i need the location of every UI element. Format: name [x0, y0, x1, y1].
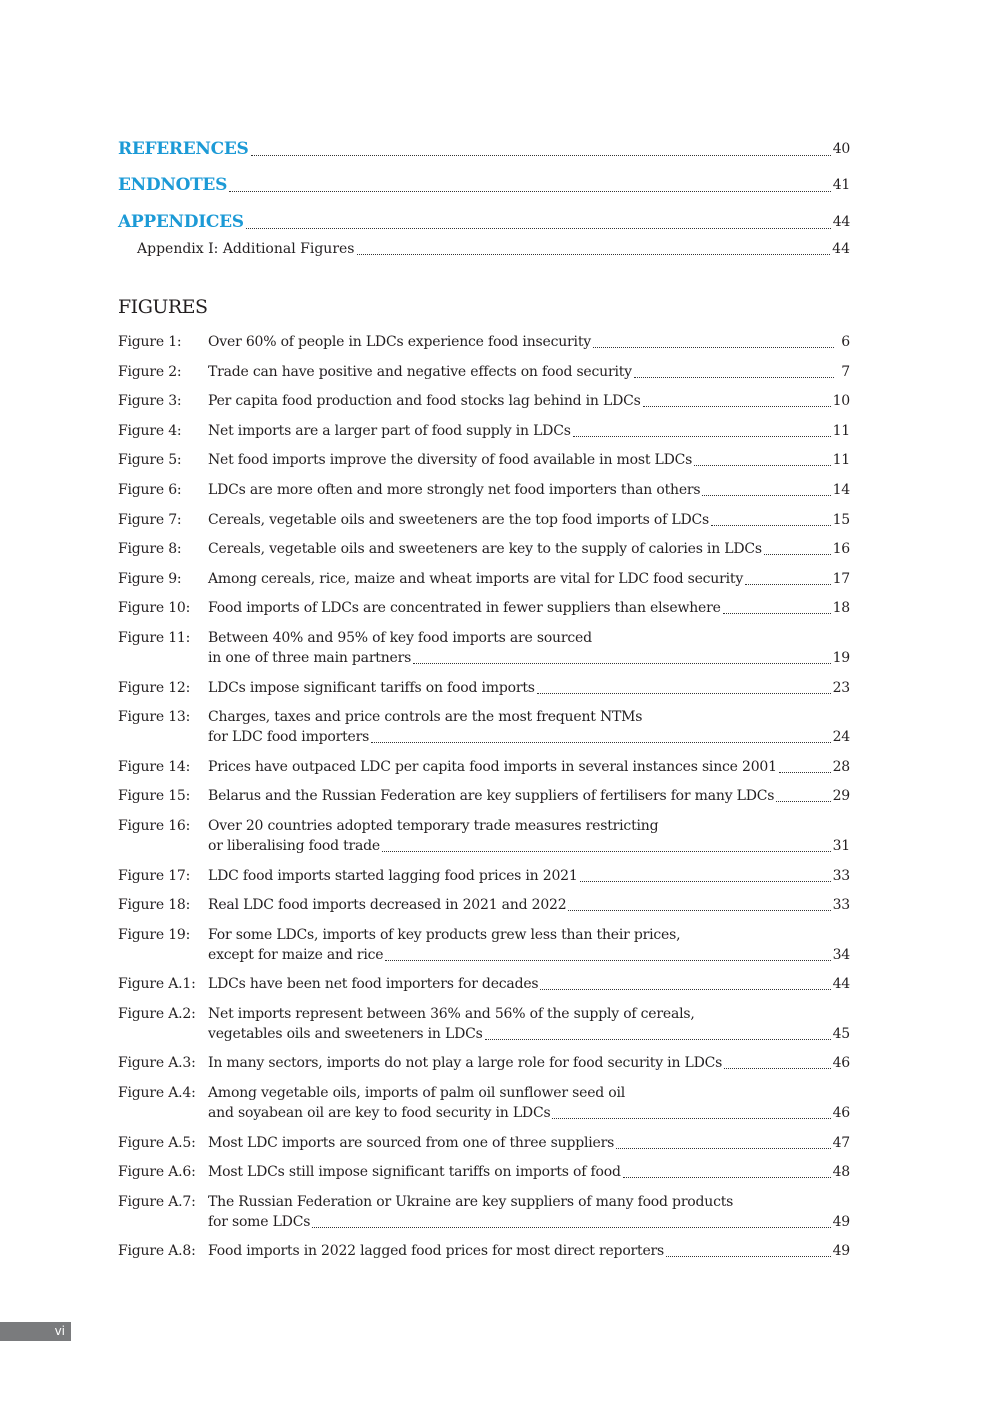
figures-list	[118, 332, 850, 1271]
figure-page: 11	[832, 452, 850, 469]
figure-title-text: Over 60% of people in LDCs experience food insecurity	[208, 334, 591, 350]
figure-page: 10	[832, 393, 850, 410]
figure-page: 18	[832, 600, 850, 617]
figure-title-line	[208, 786, 850, 806]
dot-leader	[385, 960, 830, 961]
figure-title-line	[208, 628, 850, 648]
figure-label: Figure 6:	[118, 481, 182, 498]
figure-label: Figure A.1:	[118, 976, 196, 993]
figure-label: Figure A.6:	[118, 1164, 196, 1181]
figure-entry[interactable]	[118, 391, 850, 411]
figure-title-line	[208, 1212, 850, 1232]
figure-entry[interactable]	[118, 707, 850, 747]
dot-leader	[593, 347, 834, 348]
figure-title-text: vegetables oils and sweeteners in LDCs	[208, 1025, 483, 1042]
figure-title-line	[208, 1004, 850, 1024]
figure-title-line	[208, 974, 850, 994]
figure-label: Figure 8:	[118, 541, 182, 558]
figure-title	[208, 421, 850, 441]
figure-title	[208, 598, 850, 618]
figures-heading: FIGURES	[118, 296, 208, 318]
figure-title-text: LDCs are more often and more strongly net food importers than others	[208, 481, 701, 498]
figure-title-text: Most LDC imports are sourced from one of three suppliers	[208, 1134, 615, 1151]
figure-title	[208, 1162, 850, 1182]
figure-entry[interactable]	[118, 421, 850, 441]
figure-title	[208, 480, 850, 500]
figure-page: 6	[841, 334, 850, 350]
toc-label: REFERENCES	[118, 139, 249, 159]
dot-leader	[702, 495, 830, 496]
figure-title	[208, 1083, 850, 1123]
figure-title	[208, 1004, 850, 1044]
figure-title-text: Cereals, vegetable oils and sweeteners are key to the supply of calories in LDCs	[208, 541, 762, 558]
figure-title	[208, 1241, 850, 1261]
figure-label: Figure A.8:	[118, 1243, 196, 1260]
figure-title-line	[208, 1053, 850, 1073]
figure-entry[interactable]	[118, 450, 850, 470]
figure-title	[208, 786, 850, 806]
toc-section	[118, 138, 850, 259]
toc-entry-appendices[interactable]	[118, 211, 850, 233]
figure-title	[208, 450, 850, 470]
figure-title	[208, 1133, 850, 1153]
dot-leader	[357, 254, 831, 255]
figure-page: 31	[832, 837, 850, 854]
figure-title-text: Trade can have positive and negative effects on food security	[208, 363, 632, 380]
figure-entry[interactable]	[118, 598, 850, 618]
figure-label: Figure A.3:	[118, 1055, 196, 1072]
figure-page: 49	[832, 1213, 850, 1230]
figure-label: Figure 5:	[118, 452, 182, 469]
toc-label: APPENDICES	[118, 212, 244, 232]
figure-label: Figure 11:	[118, 629, 191, 646]
figure-title	[208, 925, 850, 965]
figure-entry[interactable]	[118, 1083, 850, 1123]
figure-label: Figure 7:	[118, 511, 182, 528]
dot-leader	[580, 881, 831, 882]
figure-title-line	[208, 421, 850, 441]
figure-title-text: For some LDCs, imports of key products grew less than their prices,	[208, 926, 681, 943]
dot-leader	[723, 613, 831, 614]
figure-title-line	[208, 945, 850, 965]
figure-title-text: in one of three main partners	[208, 649, 412, 666]
dot-leader	[251, 155, 831, 156]
figure-title-line	[208, 1103, 850, 1123]
figure-title-line	[208, 569, 850, 589]
figure-entry[interactable]	[118, 866, 850, 886]
figure-page: 46	[832, 1105, 850, 1122]
figure-page: 49	[832, 1243, 850, 1260]
figure-title-line	[208, 757, 850, 777]
figure-entry[interactable]	[118, 925, 850, 965]
figure-page: 28	[832, 758, 850, 775]
figure-title-text: and soyabean oil are key to food security in LDCs	[208, 1105, 551, 1122]
figure-title	[208, 678, 850, 698]
dot-leader	[776, 801, 830, 802]
figure-label: Figure A.4:	[118, 1085, 196, 1102]
figure-page: 34	[832, 946, 850, 963]
toc-entry-references[interactable]	[118, 138, 850, 160]
figure-entry[interactable]	[118, 510, 850, 530]
figure-page: 29	[832, 788, 850, 805]
figure-page: 46	[832, 1055, 850, 1072]
toc-label: Appendix I: Additional Figures	[137, 241, 355, 257]
figure-entry[interactable]	[118, 678, 850, 698]
dot-leader	[537, 693, 831, 694]
dot-leader	[711, 525, 831, 526]
figure-label: Figure 16:	[118, 817, 191, 834]
figure-title	[208, 974, 850, 994]
figure-title-text: Among vegetable oils, imports of palm oil sunflower seed oil	[208, 1085, 626, 1102]
figure-page: 47	[832, 1134, 850, 1151]
figure-page: 44	[832, 976, 850, 993]
figure-title-line	[208, 866, 850, 886]
dot-leader	[745, 584, 831, 585]
dot-leader	[643, 406, 831, 407]
figure-title-line	[208, 1133, 850, 1153]
dot-leader	[634, 377, 834, 378]
figure-title-line	[208, 510, 850, 530]
figure-label: Figure 10:	[118, 600, 191, 617]
figure-page: 14	[832, 481, 850, 498]
figure-title-text: for some LDCs	[208, 1213, 311, 1230]
figure-title	[208, 707, 850, 747]
figure-title	[208, 628, 850, 668]
figure-title-line	[208, 1024, 850, 1044]
dot-leader	[724, 1068, 830, 1069]
figure-label: Figure 1:	[118, 334, 182, 350]
figure-title	[208, 332, 850, 352]
figure-title-line	[208, 391, 850, 411]
dot-leader	[623, 1177, 831, 1178]
figure-label: Figure A.2:	[118, 1005, 196, 1022]
figure-title-line	[208, 1162, 850, 1182]
figure-title-text: Net imports represent between 36% and 56% of the supply of cereals,	[208, 1005, 695, 1022]
figure-entry[interactable]	[118, 974, 850, 994]
figure-title-text: Among cereals, rice, maize and wheat imports are vital for LDC food security	[208, 570, 744, 587]
dot-leader	[413, 663, 830, 664]
figure-title	[208, 569, 850, 589]
figure-entry[interactable]	[118, 1192, 850, 1232]
figure-title-text: Most LDCs still impose significant tariffs on imports of food	[208, 1164, 621, 1181]
figure-page: 16	[832, 541, 850, 558]
figure-entry[interactable]	[118, 362, 850, 382]
figure-label: Figure 9:	[118, 570, 182, 587]
figure-title-text: Real LDC food imports decreased in 2021 and 2022	[208, 897, 567, 914]
figure-title-text: or liberalising food trade	[208, 837, 381, 854]
figure-title	[208, 1053, 850, 1073]
figure-title-line	[208, 480, 850, 500]
figure-entry[interactable]	[118, 480, 850, 500]
figure-page: 23	[832, 679, 850, 696]
figure-title-text: Charges, taxes and price controls are the most frequent NTMs	[208, 709, 643, 726]
figure-label: Figure 12:	[118, 679, 191, 696]
figure-title-text: Food imports in 2022 lagged food prices for most direct reporters	[208, 1243, 665, 1260]
dot-leader	[568, 910, 830, 911]
figure-title-line	[208, 332, 850, 352]
figure-title-text: LDCs impose significant tariffs on food imports	[208, 679, 535, 696]
figure-page: 24	[832, 729, 850, 746]
figure-title-text: Per capita food production and food stocks lag behind in LDCs	[208, 393, 641, 410]
figure-title-line	[208, 678, 850, 698]
figure-title-line	[208, 727, 850, 747]
page-number: vi	[0, 1322, 71, 1341]
figure-page: 7	[841, 363, 850, 380]
figure-entry[interactable]	[118, 569, 850, 589]
toc-page: 44	[832, 241, 850, 257]
dot-leader	[616, 1148, 830, 1149]
figure-title	[208, 866, 850, 886]
figure-entry[interactable]	[118, 895, 850, 915]
figure-page: 33	[832, 867, 850, 884]
figure-title-line	[208, 1241, 850, 1261]
figure-title-line	[208, 895, 850, 915]
figure-entry[interactable]	[118, 1004, 850, 1044]
figure-page: 11	[832, 422, 850, 439]
figure-label: Figure 13:	[118, 709, 191, 726]
figure-title-text: Belarus and the Russian Federation are key suppliers of fertilisers for many LDCs	[208, 788, 775, 805]
dot-leader	[485, 1039, 831, 1040]
figure-label: Figure 17:	[118, 867, 191, 884]
figure-label: Figure 15:	[118, 788, 191, 805]
figure-title-line	[208, 836, 850, 856]
dot-leader	[246, 228, 831, 229]
figure-entry[interactable]	[118, 757, 850, 777]
figure-title	[208, 539, 850, 559]
toc-page: 40	[832, 141, 850, 157]
figure-label: Figure 2:	[118, 363, 182, 380]
figure-entry[interactable]	[118, 816, 850, 856]
toc-page: 41	[832, 177, 850, 193]
figure-entry[interactable]	[118, 1162, 850, 1182]
figure-label: Figure 4:	[118, 422, 182, 439]
figure-title-line	[208, 598, 850, 618]
figure-title-line	[208, 648, 850, 668]
dot-leader	[229, 191, 831, 192]
toc-entry-appendix-1[interactable]	[118, 239, 850, 259]
figure-title	[208, 362, 850, 382]
dot-leader	[573, 436, 831, 437]
figure-title-line	[208, 707, 850, 727]
figure-title	[208, 510, 850, 530]
figure-title-line	[208, 362, 850, 382]
figure-title-text: except for maize and rice	[208, 946, 384, 963]
figure-page: 33	[832, 897, 850, 914]
dot-leader	[552, 1118, 830, 1119]
figure-entry[interactable]	[118, 539, 850, 559]
figure-label: Figure 19:	[118, 926, 191, 943]
figure-title-text: The Russian Federation or Ukraine are key suppliers of many food products	[208, 1193, 734, 1210]
dot-leader	[540, 989, 830, 990]
toc-entry-endnotes[interactable]	[118, 174, 850, 196]
toc-page: 44	[832, 214, 850, 230]
figure-entry[interactable]	[118, 628, 850, 668]
figure-label: Figure A.5:	[118, 1134, 196, 1151]
dot-leader	[694, 465, 830, 466]
figure-title-line	[208, 1083, 850, 1103]
figure-page: 19	[832, 649, 850, 666]
figure-title-line	[208, 816, 850, 836]
figure-title-text: for LDC food importers	[208, 729, 370, 746]
figure-page: 45	[832, 1025, 850, 1042]
figure-page: 48	[832, 1164, 850, 1181]
figure-page: 17	[832, 570, 850, 587]
figure-title-text: Cereals, vegetable oils and sweeteners are the top food imports of LDCs	[208, 511, 709, 528]
figure-title-text: In many sectors, imports do not play a large role for food security in LDCs	[208, 1055, 723, 1072]
figure-title-text: Prices have outpaced LDC per capita food imports in several instances since 2001	[208, 758, 777, 775]
figure-title	[208, 757, 850, 777]
dot-leader	[779, 772, 831, 773]
dot-leader	[764, 554, 831, 555]
figure-title-text: LDCs have been net food importers for decades	[208, 976, 539, 993]
figure-title-text: Net food imports improve the diversity of food available in most LDCs	[208, 452, 693, 469]
figure-title-line	[208, 925, 850, 945]
figure-label: Figure 14:	[118, 758, 191, 775]
dot-leader	[382, 851, 831, 852]
figure-entry[interactable]	[118, 786, 850, 806]
figure-title	[208, 816, 850, 856]
dot-leader	[371, 742, 830, 743]
figure-entry[interactable]	[118, 332, 850, 352]
figure-title-line	[208, 1192, 850, 1212]
figure-entry[interactable]	[118, 1053, 850, 1073]
figure-title-line	[208, 539, 850, 559]
figure-title	[208, 1192, 850, 1232]
figure-title-text: Net imports are a larger part of food supply in LDCs	[208, 422, 571, 439]
figure-title	[208, 895, 850, 915]
figure-page: 15	[832, 511, 850, 528]
figure-entry[interactable]	[118, 1133, 850, 1153]
figure-title-line	[208, 450, 850, 470]
dot-leader	[312, 1227, 830, 1228]
figure-title-text: LDC food imports started lagging food prices in 2021	[208, 867, 578, 884]
figure-entry[interactable]	[118, 1241, 850, 1261]
figure-title-text: Food imports of LDCs are concentrated in fewer suppliers than elsewhere	[208, 600, 721, 617]
dot-leader	[666, 1256, 831, 1257]
figure-label: Figure A.7:	[118, 1193, 196, 1210]
figure-label: Figure 3:	[118, 393, 182, 410]
figure-label: Figure 18:	[118, 897, 191, 914]
toc-label: ENDNOTES	[118, 175, 228, 195]
figure-title	[208, 391, 850, 411]
figure-title-text: Between 40% and 95% of key food imports are sourced	[208, 629, 592, 646]
figure-title-text: Over 20 countries adopted temporary trade measures restricting	[208, 817, 659, 834]
